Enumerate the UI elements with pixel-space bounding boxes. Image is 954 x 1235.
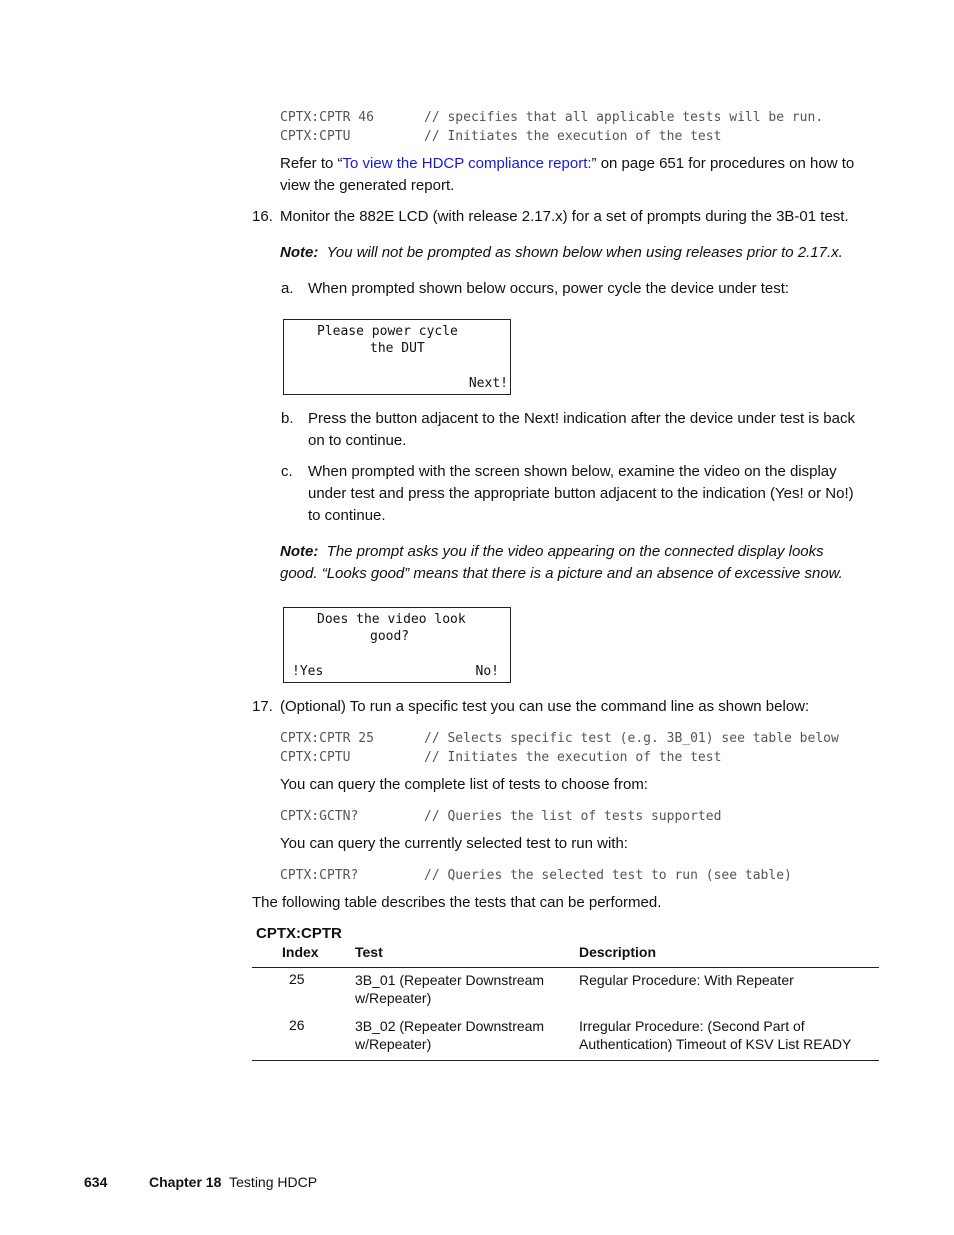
note-release: Note: You will not be prompted as shown below when using releases prior to 2.17.x. [280,244,843,261]
table-intro: The following table describes the tests that can be performed. [252,894,662,911]
substep-a-label: a. [281,280,294,297]
lcd-next-indicator: Next! [468,376,508,391]
code-block-query-selected [280,866,792,885]
query-selected-text: You can query the currently selected test to run with: [280,835,628,852]
table-header-rule [252,967,879,968]
table-bottom-rule [252,1060,879,1061]
table-header-test: Test [355,944,383,960]
substep-b-label: b. [281,410,294,427]
code-line: CPTX:CPTR 25 // Selects specific test (e.g. 3B_01) see table below [280,731,839,746]
row-description: Regular Procedure: With Repeater [579,972,794,988]
code-line: CPTX:CPTU // Initiates the execution of the test [280,750,722,765]
lcd-line: Please power cycle [317,324,458,339]
substep-a-text: When prompted shown below occurs, power cycle the device under test: [308,280,790,297]
table-header-cptx: CPTX:CPTR [256,925,342,942]
lcd-power-cycle-prompt [283,319,511,395]
step-17-number: 17. [252,698,273,715]
lcd-line: Does the video look [317,612,466,627]
lcd-line: good? [370,629,410,644]
step-17-text: (Optional) To run a specific test you can use the command line as shown below: [280,698,810,715]
note-video-prompt: Note: The prompt asks you if the video appearing on the connected display looks good. “Looks good” means that there is a picture and an absence of excessive snow. [280,543,843,582]
row-test: 3B_01 (Repeater Downstream w/Repeater) [355,972,545,1006]
query-list-text: You can query the complete list of tests to choose from: [280,776,648,793]
code-line: CPTX:CPTU // Initiates the execution of the test [280,129,722,144]
code-line: CPTX:GCTN? // Queries the list of tests supported [280,809,722,824]
row-index: 25 [289,971,305,987]
substep-c-label: c. [281,463,293,480]
code-line: CPTX:CPTR? // Queries the selected test to run (see table) [280,868,792,883]
lcd-video-prompt [283,607,511,683]
step-16-text: Monitor the 882E LCD (with release 2.17.x) for a set of prompts during the 3B-01 test. [280,208,849,225]
substep-b-text: Press the button adjacent to the Next! indication after the device under test is back on to continue. [308,410,855,449]
row-index: 26 [289,1017,305,1033]
lcd-no-indicator: No! [475,664,499,679]
code-block-specific-test [280,729,839,767]
refer-paragraph: Refer to “To view the HDCP compliance report:” on page 651 for procedures on how to view the generated report. [280,155,855,194]
code-block-query-list [280,807,721,826]
lcd-line: the DUT [370,341,425,356]
chapter-footer: Chapter 18 Testing HDCP [149,1174,318,1190]
page-number: 634 [84,1174,108,1190]
row-test: 3B_02 (Repeater Downstream w/Repeater) [355,1018,545,1052]
substep-c-text: When prompted with the screen shown below, examine the video on the display under test and press the appropriate button adjacent to the indication (Yes! or No!) to continue. [308,463,854,524]
code-block-run-all [280,108,823,146]
table-header-description: Description [579,944,657,960]
row-description: Irregular Procedure: (Second Part of Authentication) Timeout of KSV List READY [579,1018,852,1052]
compliance-report-link[interactable]: To view the HDCP compliance report: [342,155,592,172]
lcd-yes-indicator: !Yes [292,664,324,679]
step-16-number: 16. [252,208,273,225]
code-line: CPTX:CPTR 46 // specifies that all applicable tests will be run. [280,110,824,125]
table-header-index: Index [282,944,319,960]
